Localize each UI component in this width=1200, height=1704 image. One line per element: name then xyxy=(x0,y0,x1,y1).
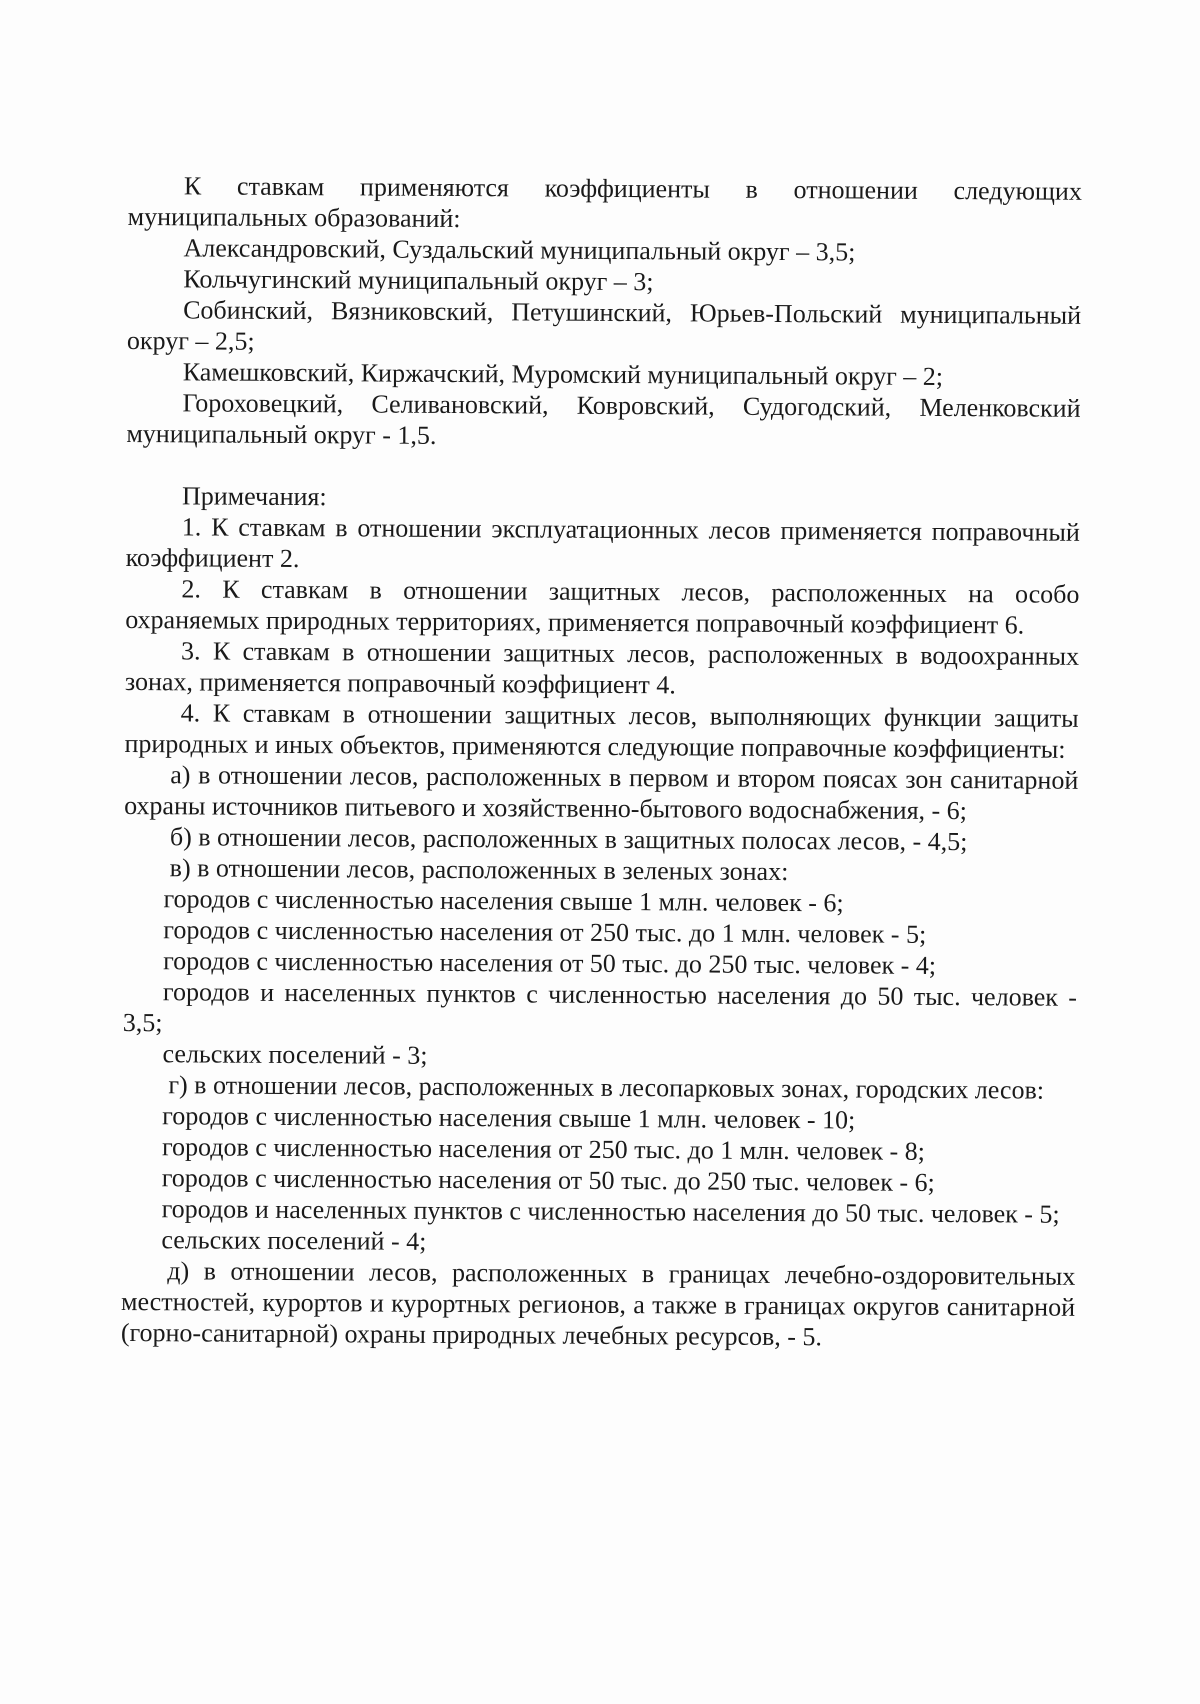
note-2: 2. К ставкам в отношении защитных лесов, расположенных на особо охраняемых природных территориях, применяется поправочный коэффициент 6. xyxy=(125,574,1080,640)
note-4-sub-b: б) в отношении лесов, расположенных в защитных полосах лесов, - 4,5; xyxy=(169,822,968,857)
forest-park-item: городов и населенных пунктов с численностью населения до 50 тыс. человек - 5; xyxy=(161,1194,1060,1229)
forest-park-item: сельских поселений - 4; xyxy=(161,1225,427,1256)
green-zone-item: городов и населенных пунктов с численностью населения до 50 тыс. человек - 3,5; xyxy=(122,977,1078,1038)
note-4-sub-v: в) в отношении лесов, расположенных в зеленых зонах: xyxy=(169,853,789,887)
forest-park-item: городов с численностью населения от 250 тыс. до 1 млн. человек - 8; xyxy=(161,1132,926,1166)
coefficient-item: Собинский, Вязниковский, Петушинский, Юрьев-Польский муниципальный округ – 2,5; xyxy=(126,295,1082,356)
notes-heading: Примечания: xyxy=(181,481,327,512)
green-zone-item: городов с численностью населения от 250 тыс. до 1 млн. человек - 5; xyxy=(163,915,927,949)
note-4-sub-a: а) в отношении лесов, расположенных в первом и втором поясах зон санитарной охраны источников питьевого и хозяйственно-бытового водоснабжения, - 6; xyxy=(124,760,1079,826)
coefficient-item: Камешковский, Киржачский, Муромский муниципальный округ – 2; xyxy=(182,357,944,391)
coefficient-item: Гороховецкий, Селивановский, Ковровский, Судогодский, Меленковский муниципальный округ - 1,5. xyxy=(126,388,1081,450)
forest-park-item: городов с численностью населения свыше 1 млн. человек - 10; xyxy=(162,1101,856,1135)
note-4-sub-g: г) в отношении лесов, расположенных в лесопарковых зонах, городских лесов: xyxy=(168,1070,1045,1105)
coefficient-item: Александровский, Суздальский муниципальный округ – 3,5; xyxy=(183,233,856,267)
note-1: 1. К ставкам в отношении эксплуатационных лесов применяется поправочный коэффициент 2. xyxy=(125,512,1080,574)
note-3: 3. К ставкам в отношении защитных лесов, расположенных в водоохранных зонах, применяется поправочный коэффициент 4. xyxy=(124,636,1080,700)
coefficient-item: Кольчугинский муниципальный округ – 3; xyxy=(183,264,654,297)
green-zone-item: городов с численностью населения свыше 1 млн. человек - 6; xyxy=(163,884,844,918)
document-body xyxy=(121,170,1082,1354)
forest-park-item: городов с численностью населения от 50 тыс. до 250 тыс. человек - 6; xyxy=(161,1163,935,1197)
green-zone-item: городов с численностью населения от 50 тыс. до 250 тыс. человек - 4; xyxy=(163,946,937,980)
note-4-sub-d: д) в отношении лесов, расположенных в границах лечебно-оздоровительных местностей, курортов и курортных регионов, а также в границах округов санитарной (горно-санитарной) охраны природных лечебных ресурсов, - 5. xyxy=(120,1256,1076,1352)
coefficients-intro: К ставкам применяются коэффициенты в отношении следующих муниципальных образований: xyxy=(127,171,1082,234)
green-zone-item: сельских поселений - 3; xyxy=(162,1039,428,1070)
note-4: 4. К ставкам в отношении защитных лесов, выполняющих функции защиты природных и иных объектов, применяются следующие поправочные коэффициенты: xyxy=(124,698,1079,764)
